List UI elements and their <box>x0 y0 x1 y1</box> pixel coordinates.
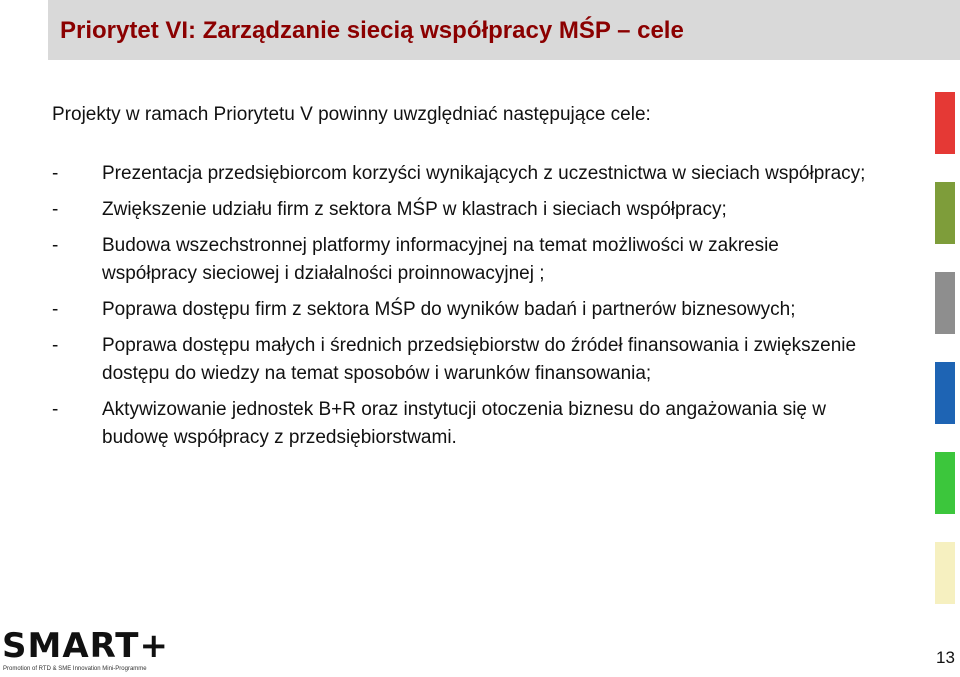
stripe-olive <box>935 182 955 244</box>
color-stripes <box>935 92 955 592</box>
list-item <box>52 232 872 288</box>
bullet-text: Poprawa dostępu firm z sektora MŚP do wyników badań i partnerów biznesowych; <box>102 299 796 320</box>
intro-text: Projekty w ramach Priorytetu V powinny uwzględniać następujące cele: <box>52 104 651 125</box>
title-bar <box>48 0 960 60</box>
bullet-list <box>52 160 872 460</box>
list-item <box>52 196 872 224</box>
page-number: 13 <box>936 648 955 667</box>
bullet-text: Prezentacja przedsiębiorcom korzyści wynikających z uczestnictwa w sieciach współpracy; <box>102 163 866 184</box>
bullet-dash: - <box>52 335 59 356</box>
bullet-text: Poprawa dostępu małych i średnich przedsiębiorstw do źródeł finansowania i zwiększenie dostępu do wiedzy na temat sposobów i warunków finansowania; <box>102 335 857 384</box>
stripe-green <box>935 452 955 514</box>
stripe-cream <box>935 542 955 604</box>
logo-subtitle: Promotion of RTD & SME Innovation Mini-Programme <box>3 666 147 672</box>
bullet-text: Budowa wszechstronnej platformy informacyjnej na temat możliwości w zakresie współpracy sieciowej i działalności proinnowacyjnej ; <box>102 235 779 284</box>
list-item <box>52 160 872 188</box>
stripe-blue <box>935 362 955 424</box>
logo-main: SMART <box>2 626 140 666</box>
list-item <box>52 332 872 388</box>
bullet-dash: - <box>52 163 59 184</box>
stripe-gray <box>935 272 955 334</box>
bullet-text: Aktywizowanie jednostek B+R oraz instytucji otoczenia biznesu do angażowania się w budowę współpracy z przedsiębiorstwami. <box>102 399 826 448</box>
bullet-dash: - <box>52 199 59 220</box>
bullet-dash: - <box>52 235 59 256</box>
slide-title: Priorytet VI: Zarządzanie siecią współpracy MŚP – cele <box>60 17 684 44</box>
list-item <box>52 296 872 324</box>
bullet-dash: - <box>52 299 59 320</box>
stripe-red <box>935 92 955 154</box>
smart-logo <box>2 628 172 676</box>
logo-wordmark <box>2 628 169 664</box>
list-item <box>52 396 872 452</box>
bullet-text: Zwiększenie udziału firm z sektora MŚP w klastrach i sieciach współpracy; <box>102 199 727 220</box>
logo-plus: + <box>139 626 169 666</box>
bullet-dash: - <box>52 399 59 420</box>
